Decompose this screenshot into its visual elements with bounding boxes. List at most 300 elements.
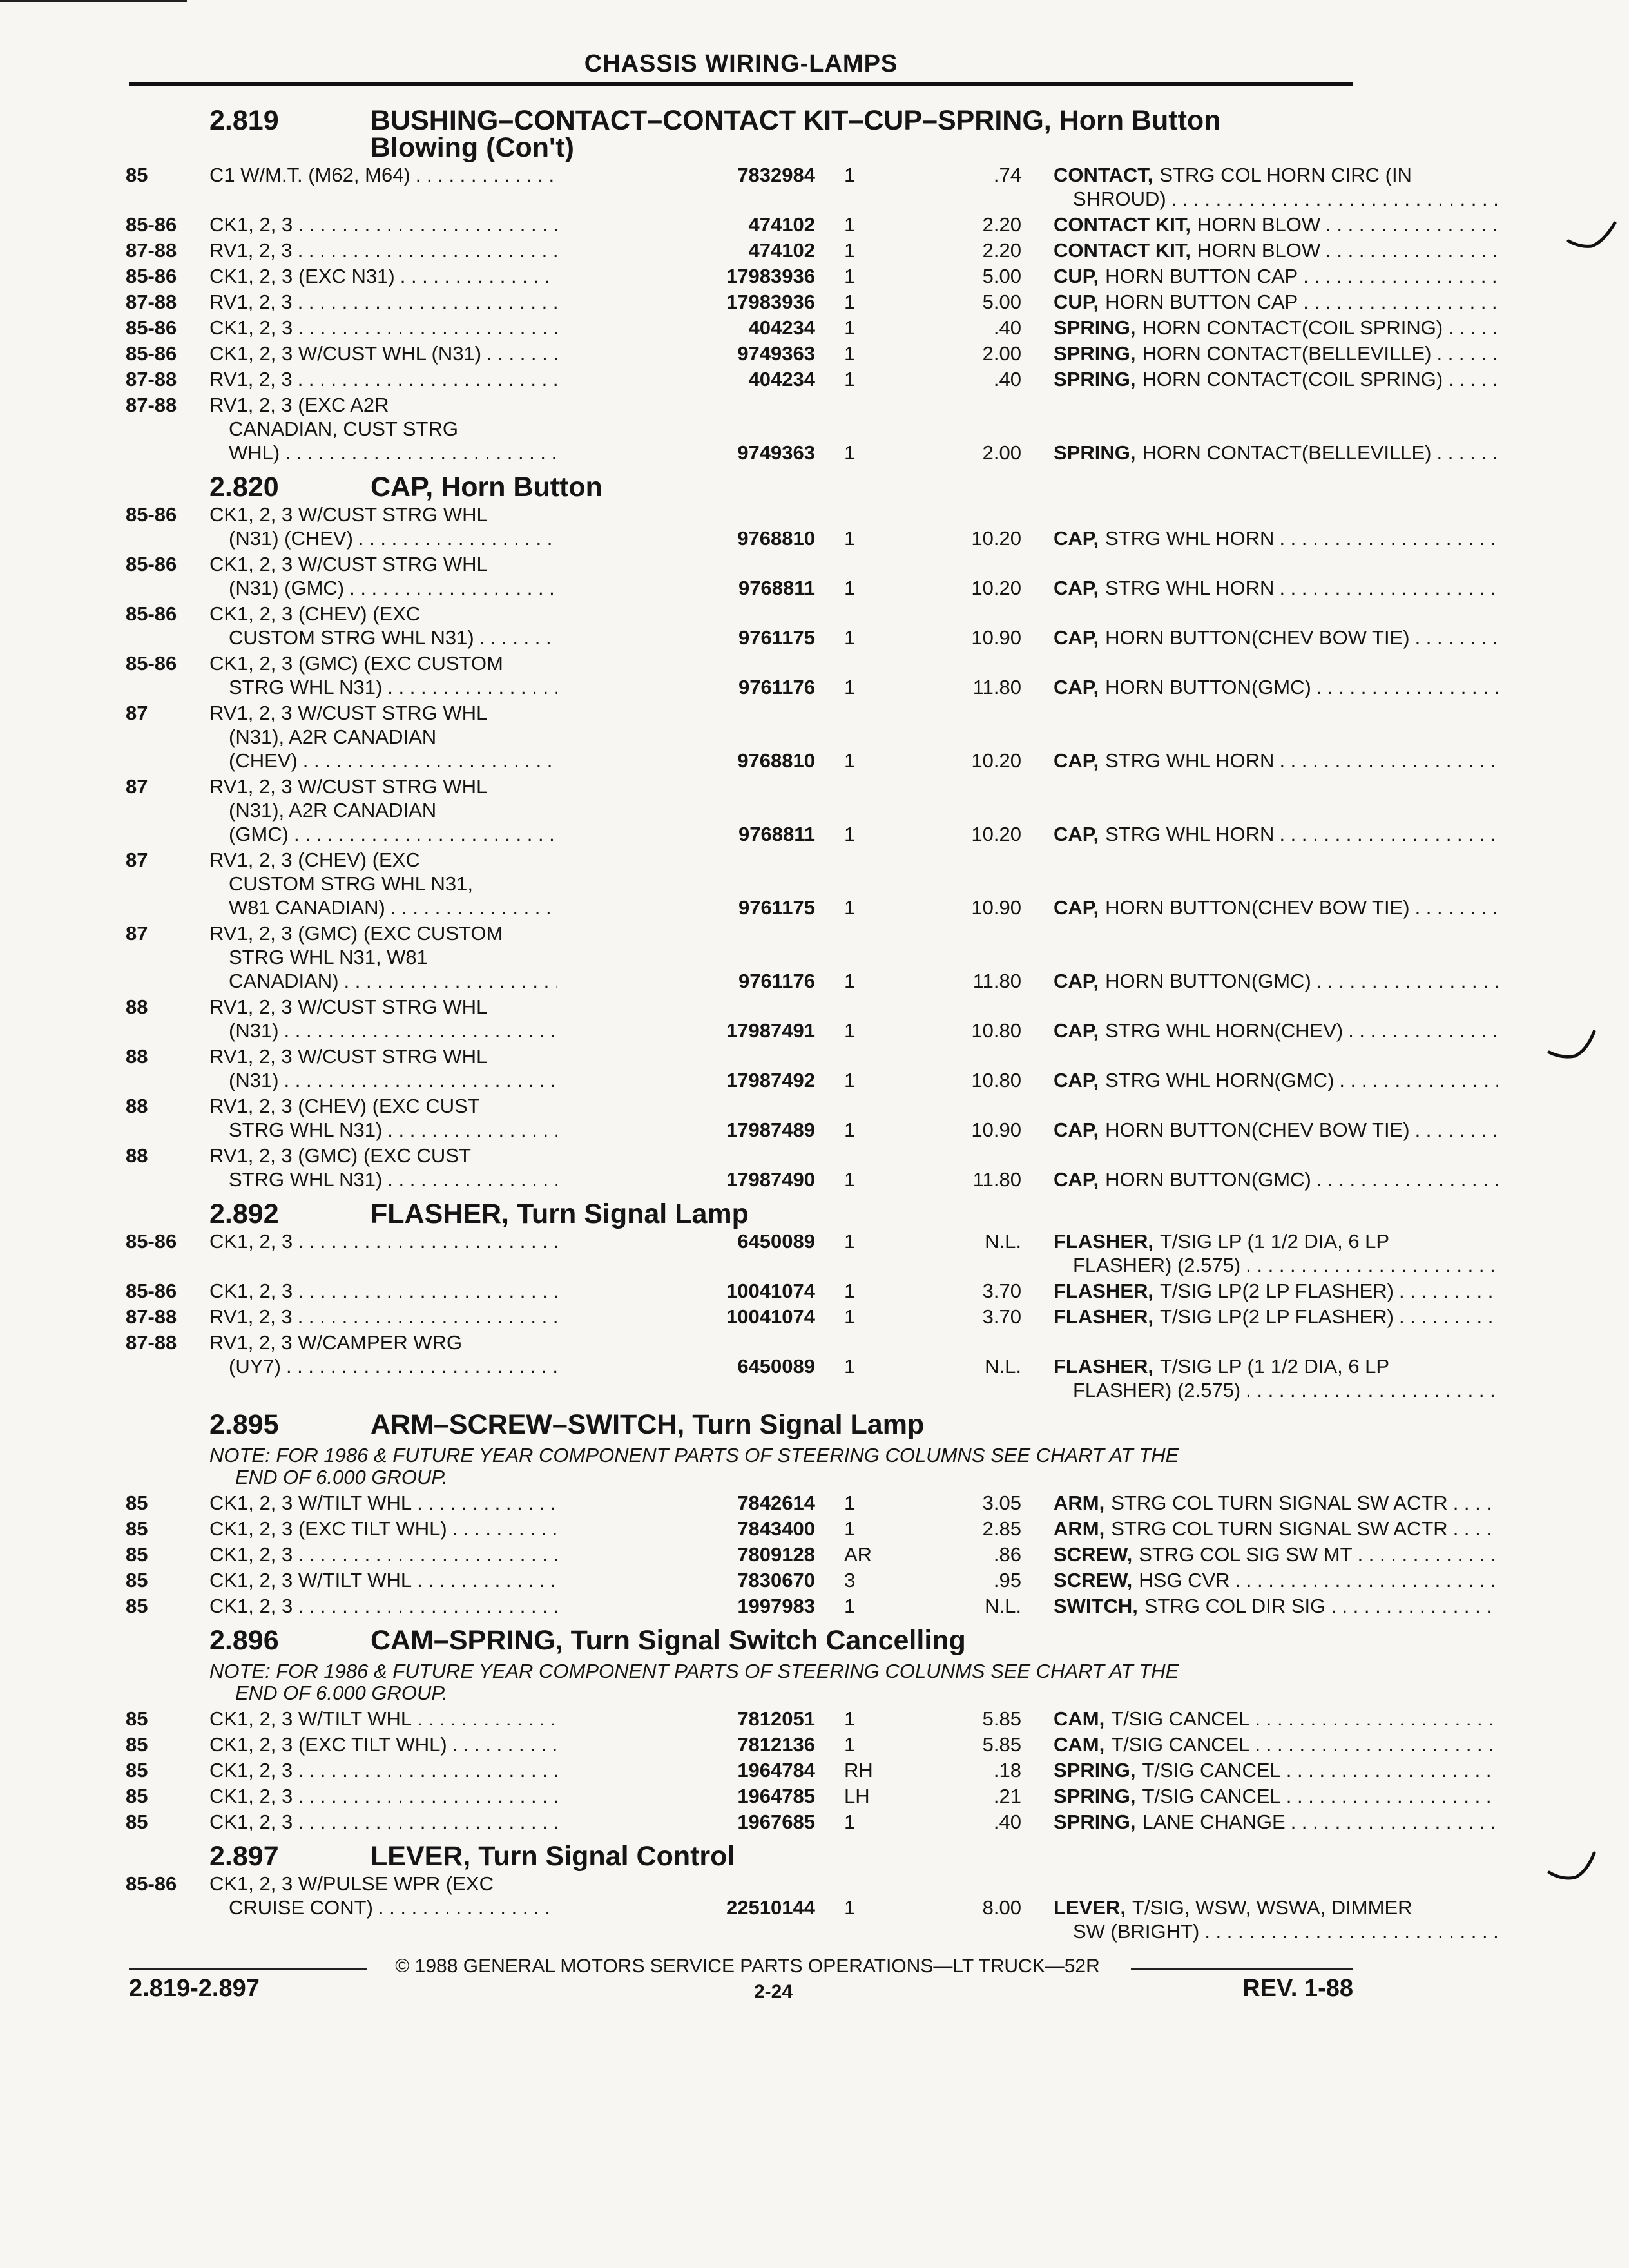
section-title-line: LEVER, Turn Signal Control [371,1841,735,1872]
part-description [1054,1491,1498,1515]
part-number: 1967685 [737,1811,815,1833]
part-row [126,1784,1369,1808]
model-application [209,774,557,846]
section-note [209,1660,1331,1704]
description-line [1054,626,1498,649]
description-text: FLASHER) (2.575) [1073,1254,1241,1276]
list-price: 8.00 [982,1896,1021,1919]
part-number: 9768811 [738,823,815,845]
section-number: 2.897 [209,1841,279,1872]
part-row [126,1044,1369,1092]
model-years: 85-86 [126,602,177,625]
description-line [1054,1810,1498,1834]
part-description [1054,626,1498,649]
model-line: CK1, 2, 3 (EXC N31) . . . [209,264,557,288]
quantity: 1 [844,626,856,649]
model-line: CK1, 2, 3 W/TILT WHL . . . [209,1568,557,1592]
note-line: NOTE: FOR 1986 & FUTURE YEAR COMPONENT PARTS OF STEERING COLUMNS SEE CHART AT THE [209,1444,1179,1466]
description-line [1054,822,1498,846]
part-description [1054,1279,1498,1303]
part-number: 9768810 [737,527,815,550]
model-years: 88 [126,1095,148,1117]
part-name: FLASHER, [1054,1230,1153,1253]
part-description [1054,576,1498,600]
part-description [1054,1568,1498,1592]
model-years: 87 [126,849,148,871]
part-row [126,367,1443,391]
part-number: 17983936 [726,265,815,287]
part-row [126,264,1369,288]
description-line [1054,316,1498,340]
list-price: 10.20 [971,823,1021,845]
part-row [126,1517,1448,1541]
part-number: 9749363 [737,441,815,464]
model-application [209,1758,557,1782]
description-text: SHROUD) [1073,187,1166,210]
part-number: 1964784 [737,1759,815,1782]
part-description [1054,290,1498,314]
model-line: CK1, 2, 3 . . . [209,1594,557,1618]
description-line [1054,367,1498,391]
quantity: 1 [844,1517,856,1540]
model-line: (GMC) . . . [209,822,557,846]
model-line: CUSTOM STRG WHL N31, [229,872,473,895]
description-line [1054,1542,1498,1566]
model-line: CRUISE CONT) . . . [209,1896,557,1919]
model-application [209,316,557,340]
part-name: CAP, [1054,1069,1099,1091]
model-years: 87 [126,702,148,724]
section-number: 2.896 [209,1625,279,1656]
description-line [1054,969,1498,993]
model-years: 87 [126,775,148,798]
description-text: HORN BUTTON(GMC) [1105,676,1311,698]
part-name: SPRING, [1054,1811,1136,1833]
quantity: 1 [844,1280,856,1302]
model-line: RV1, 2, 3 (CHEV) (EXC CUST [209,1095,480,1117]
description-text: HORN BUTTON CAP [1105,291,1298,313]
part-name: SCREW, [1054,1543,1133,1566]
part-description [1054,1784,1498,1808]
description-text: T/SIG CANCEL [1142,1785,1281,1807]
part-name: SPRING, [1054,1785,1136,1807]
quantity: 1 [844,1119,856,1141]
model-line: RV1, 2, 3 . . . [209,367,557,391]
footer-rule-right [1131,1968,1353,1970]
part-name: ARM, [1054,1492,1105,1514]
part-name: FLASHER, [1054,1355,1153,1378]
model-years: 88 [126,1144,148,1167]
model-line: STRG WHL N31) . . . [209,675,557,699]
model-years: 87-88 [126,1331,177,1354]
part-row [126,213,1369,236]
part-number: 9761176 [738,970,815,992]
list-price: .74 [993,164,1021,186]
model-years: 85 [126,1517,148,1540]
section-title [371,1627,1369,1654]
quantity: 1 [844,1595,856,1617]
quantity: 1 [844,1168,856,1191]
description-text: STRG COL SIG SW MT [1139,1543,1353,1566]
list-price: 5.00 [982,291,1021,313]
model-line: (N31) (GMC) . . . [209,576,557,600]
model-application [209,503,557,550]
part-description [1054,749,1498,773]
part-name: CAP, [1054,970,1099,992]
part-number: 17987490 [726,1168,815,1191]
part-number: 404234 [748,316,815,339]
model-years: 85 [126,164,148,186]
model-application [209,921,557,993]
list-price: .40 [993,368,1021,390]
description-text: T/SIG CANCEL [1111,1707,1250,1730]
model-application [209,290,557,314]
model-line: RV1, 2, 3 W/CAMPER WRG [209,1331,463,1354]
note-line: NOTE: FOR 1986 & FUTURE YEAR COMPONENT PARTS OF STEERING COLUNMS SEE CHART AT THE [209,1660,1179,1682]
list-price: .95 [993,1569,1021,1591]
section-2-819 [126,105,1443,465]
model-line: (N31), A2R CANADIAN [229,726,437,748]
description-line [1054,1279,1498,1303]
model-line: (N31) . . . [209,1068,557,1092]
part-number: 9749363 [737,342,815,365]
quantity: 1 [844,342,856,365]
section-heading [126,1411,1369,1438]
model-application [209,1594,557,1618]
description-line [1054,213,1498,236]
description-text: STRG COL TURN SIGNAL SW ACTR [1111,1517,1448,1540]
description-text: STRG COL DIR SIG [1144,1595,1326,1617]
part-row [126,238,1369,262]
model-line: CANADIAN, CUST STRG [229,418,458,440]
section-number: 2.895 [209,1409,279,1440]
list-price: 5.85 [982,1733,1021,1756]
description-text: HORN BUTTON(CHEV BOW TIE) [1105,626,1410,649]
quantity: 1 [844,1492,856,1514]
model-application [209,1542,557,1566]
page-number: 2-24 [753,1981,793,2003]
quantity: 1 [844,527,856,550]
model-application [209,1331,557,1378]
description-text: HORN CONTACT(COIL SPRING) [1142,368,1443,390]
part-number: 9761175 [738,626,815,649]
list-price: 2.20 [982,239,1021,262]
part-number: 9768811 [738,577,815,599]
model-line: RV1, 2, 3 . . . [209,290,557,314]
model-application [209,995,557,1043]
list-price: 10.90 [971,896,1021,919]
handwritten-check-mark [1547,1028,1598,1066]
part-description [1054,1019,1498,1043]
model-line: RV1, 2, 3 (EXC A2R [209,394,389,416]
part-number: 1964785 [737,1785,815,1807]
part-number: 7842614 [737,1492,815,1514]
description-text: T/SIG LP (1 1/2 DIA, 6 LP [1160,1355,1390,1378]
model-line: CK1, 2, 3 W/CUST STRG WHL [209,553,488,575]
section-heading [126,474,1369,501]
description-text: HSG CVR [1139,1569,1230,1591]
model-years: 87-88 [126,239,177,262]
description-line [1054,290,1498,314]
part-name: CAP, [1054,676,1099,698]
list-price: 10.90 [971,1119,1021,1141]
model-line: RV1, 2, 3 (CHEV) (EXC [209,849,420,871]
part-row [126,341,1432,365]
part-name: CAP, [1054,1019,1099,1042]
description-text: STRG COL TURN SIGNAL SW ACTR [1111,1492,1448,1514]
description-text: HORN BLOW [1197,213,1321,236]
description-text: T/SIG LP (1 1/2 DIA, 6 LP [1160,1230,1390,1253]
quantity: 1 [844,1355,856,1378]
description-line [1054,187,1498,211]
part-description [1054,822,1498,846]
part-row [126,1810,1369,1834]
section-heading [126,1843,1369,1870]
part-row [126,1144,1369,1191]
quantity: 1 [844,441,856,464]
description-line [1054,526,1498,550]
list-price: 10.20 [971,749,1021,772]
description-text: T/SIG LP(2 LP FLASHER) [1160,1305,1394,1328]
section-title-line: FLASHER, Turn Signal Lamp [371,1198,749,1229]
section-title [371,474,1369,501]
quantity: 1 [844,1811,856,1833]
part-row [126,1094,1410,1142]
description-text: T/SIG CANCEL [1111,1733,1250,1756]
footer-rule-left [129,1968,367,1970]
description-line [1054,1118,1498,1142]
part-name: SCREW, [1054,1569,1133,1591]
section-2-897 [126,1841,1412,1943]
part-description [1054,213,1498,236]
description-line [1054,1253,1498,1277]
model-line: (N31) (CHEV) . . . [209,526,557,550]
description-line [1054,1068,1498,1092]
list-price: .40 [993,1811,1021,1833]
part-name: SPRING, [1054,368,1136,390]
note-line: END OF 6.000 GROUP. [235,1682,448,1704]
part-row [126,290,1369,314]
list-price: 5.85 [982,1707,1021,1730]
list-price: 3.70 [982,1280,1021,1302]
part-name: CAP, [1054,749,1099,772]
model-years: 85-86 [126,265,177,287]
model-line: RV1, 2, 3 W/CUST STRG WHL [209,995,488,1018]
model-years: 88 [126,1045,148,1068]
model-years: 85-86 [126,1280,177,1302]
model-line: RV1, 2, 3 (GMC) (EXC CUSTOM [209,922,503,945]
model-years: 85 [126,1595,148,1617]
part-description [1054,1594,1498,1618]
description-text: T/SIG CANCEL [1142,1759,1281,1782]
description-text: STRG WHL HORN [1105,823,1275,845]
part-description [1054,1168,1498,1191]
quantity: 1 [844,1019,856,1042]
model-application [209,1305,557,1329]
description-text: STRG WHL HORN(CHEV) [1105,1019,1344,1042]
description-text: T/SIG, WSW, WSWA, DIMMER [1132,1896,1412,1919]
model-application [209,848,557,919]
part-row [126,1733,1369,1756]
part-row [126,651,1369,699]
model-years: 85-86 [126,1230,177,1253]
part-name: CONTACT, [1054,164,1153,186]
quantity: 1 [844,368,856,390]
model-line: CK1, 2, 3 . . . [209,1784,557,1808]
part-description [1054,526,1498,550]
part-row [126,1707,1369,1731]
part-row [126,921,1369,993]
description-text: HORN BUTTON(CHEV BOW TIE) [1105,1119,1410,1141]
list-price: 11.80 [972,970,1021,992]
part-name: CUP, [1054,265,1099,287]
description-line [1054,1019,1498,1043]
model-application [209,1733,557,1756]
description-line [1054,441,1498,465]
part-name: CAP, [1054,896,1099,919]
list-price: 10.90 [971,626,1021,649]
quantity: 1 [844,164,856,186]
quantity: 1 [844,291,856,313]
part-number: 7830670 [737,1569,815,1591]
part-description [1054,675,1498,699]
part-description [1054,1758,1498,1782]
list-price: .40 [993,316,1021,339]
top-edge-rule [0,0,187,2]
section-number: 2.820 [209,472,279,503]
part-row [126,1229,1390,1277]
part-description [1054,1542,1498,1566]
description-text: HORN CONTACT(COIL SPRING) [1142,316,1443,339]
description-text: STRG WHL HORN [1105,749,1275,772]
model-application [209,1517,557,1541]
part-name: CONTACT KIT, [1054,239,1191,262]
part-description [1054,1118,1498,1142]
part-description [1054,1229,1498,1277]
model-years: 85-86 [126,503,177,526]
description-line [1054,576,1498,600]
model-years: 85-86 [126,652,177,675]
quantity: 1 [844,970,856,992]
model-line: CK1, 2, 3 (EXC TILT WHL) . . . [209,1517,557,1541]
part-number: 10041074 [726,1305,815,1328]
list-price: 11.80 [972,1168,1021,1191]
part-description [1054,1896,1498,1943]
part-row [126,1872,1412,1943]
part-number: 6450089 [737,1230,815,1253]
list-price: 10.80 [971,1019,1021,1042]
part-number: 9761176 [738,676,815,698]
model-line: STRG WHL N31) . . . [209,1168,557,1191]
part-row [126,1568,1369,1592]
model-application [209,1707,557,1731]
model-line: CK1, 2, 3 . . . [209,1229,557,1253]
part-name: CAM, [1054,1707,1105,1730]
part-row [126,995,1369,1043]
model-line: STRG WHL N31, W81 [229,946,428,968]
model-line: (CHEV) . . . [209,749,557,773]
description-line [1054,163,1498,187]
section-title [371,1843,1369,1870]
model-line: C1 W/M.T. (M62, M64) . . . [209,163,557,187]
model-application [209,701,557,773]
description-text: LANE CHANGE [1142,1811,1286,1833]
list-price: N.L. [985,1230,1021,1253]
description-text: HORN BUTTON(GMC) [1105,970,1311,992]
quantity: 1 [844,1069,856,1091]
part-name: SWITCH, [1054,1595,1138,1617]
part-description [1054,1517,1498,1541]
part-number: 17987492 [726,1069,815,1091]
model-line: RV1, 2, 3 . . . [209,238,557,262]
part-description [1054,969,1498,993]
description-line [1054,1896,1498,1919]
list-price: N.L. [985,1595,1021,1617]
model-line: WHL) . . . [209,441,557,465]
model-line: CK1, 2, 3 (EXC TILT WHL) . . . [209,1733,557,1756]
section-number: 2.819 [209,105,279,136]
model-application [209,1044,557,1092]
list-price: .21 [993,1785,1021,1807]
model-application [209,341,557,365]
section-2-895 [126,1409,1448,1618]
part-name: CAP, [1054,626,1099,649]
part-row [126,503,1369,550]
list-price: 2.85 [982,1517,1021,1540]
part-number: 9768810 [737,749,815,772]
description-line [1054,1517,1498,1541]
quantity: LH [844,1785,870,1807]
part-number: 7809128 [737,1543,815,1566]
part-description [1054,1707,1498,1731]
model-years: 85 [126,1733,148,1756]
model-line: CK1, 2, 3 . . . [209,213,557,236]
quantity: 1 [844,577,856,599]
part-number: 6450089 [737,1355,815,1378]
model-line: CK1, 2, 3 . . . [209,1810,557,1834]
model-line: RV1, 2, 3 W/CUST STRG WHL [209,702,488,724]
part-number: 7843400 [737,1517,815,1540]
part-name: SPRING, [1054,441,1136,464]
quantity: 1 [844,749,856,772]
part-row [126,848,1410,919]
section-heading [126,107,1369,161]
model-application [209,1568,557,1592]
description-text: STRG COL HORN CIRC (IN [1159,164,1412,186]
quantity: 1 [844,1230,856,1253]
list-price: .18 [993,1759,1021,1782]
quantity: 3 [844,1569,856,1591]
model-line: W81 CANADIAN) . . . [209,896,557,919]
list-price: .86 [993,1543,1021,1566]
part-number: 1997983 [737,1595,815,1617]
part-row [126,774,1369,846]
model-line: CK1, 2, 3 W/TILT WHL . . . [209,1707,557,1731]
model-line: RV1, 2, 3 . . . [209,1305,557,1329]
part-description [1054,264,1498,288]
model-application [209,393,557,465]
model-years: 85 [126,1707,148,1730]
copyright-notice: © 1988 GENERAL MOTORS SERVICE PARTS OPERATIONS—LT TRUCK—52R [395,1956,1100,1977]
model-line: (N31), A2R CANADIAN [229,799,437,822]
part-name: CONTACT KIT, [1054,213,1191,236]
model-application [209,213,557,236]
part-number: 7812136 [737,1733,815,1756]
part-description [1054,1305,1498,1329]
part-row [126,552,1369,600]
page-title: CHASSIS WIRING-LAMPS [584,50,898,77]
model-line: RV1, 2, 3 W/CUST STRG WHL [209,1045,488,1068]
